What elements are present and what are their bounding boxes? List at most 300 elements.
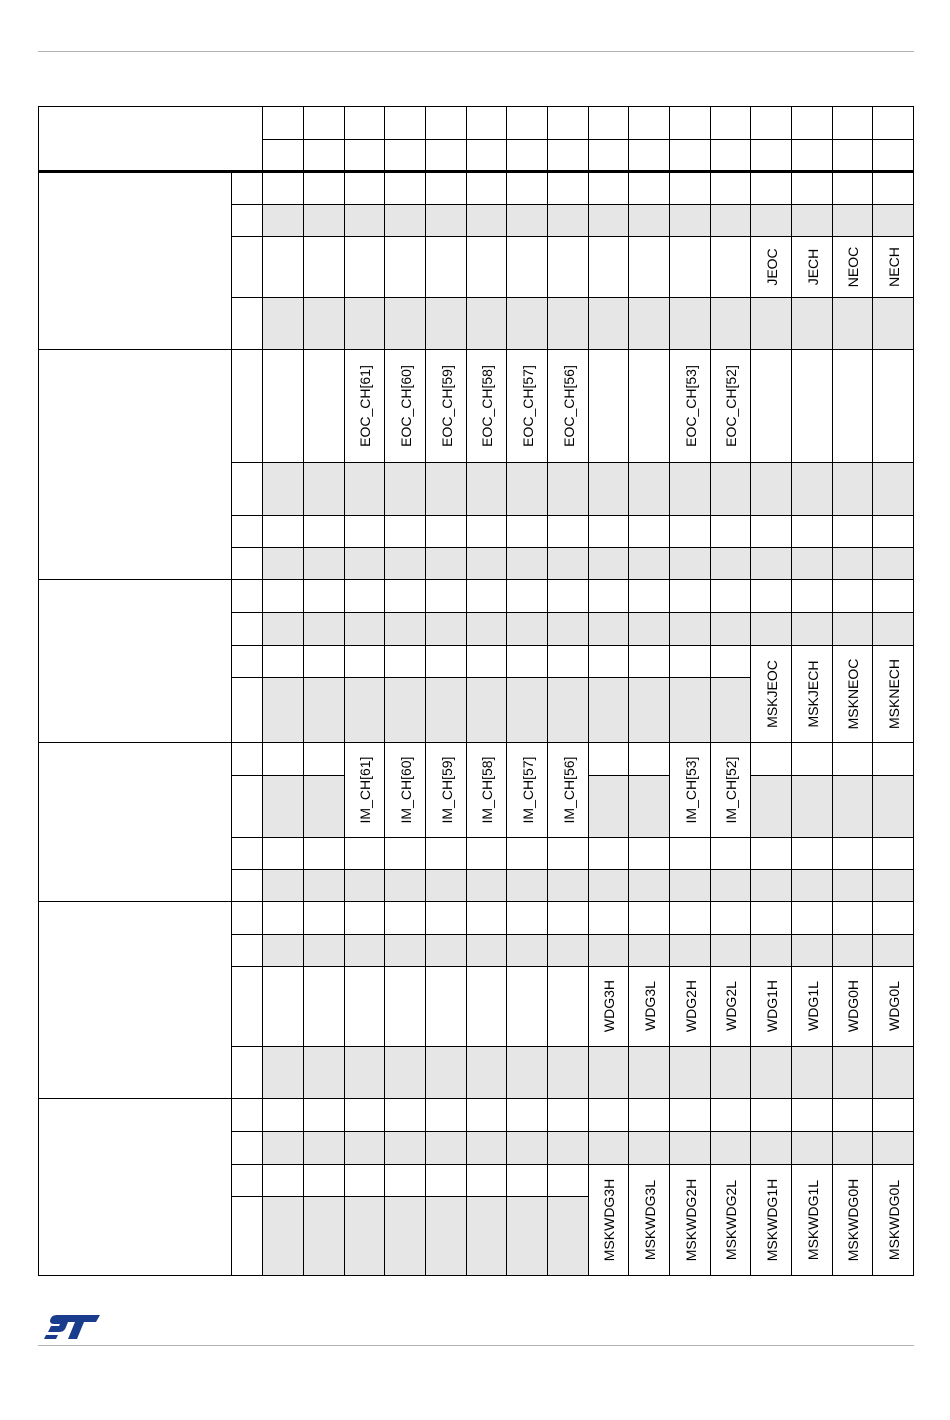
grid-line <box>303 515 345 516</box>
grid-line <box>466 297 507 298</box>
grid-line <box>303 837 345 838</box>
bit-field-label: NECH <box>885 246 902 287</box>
st-logo-icon <box>44 1313 102 1341</box>
bit-field-label: IM_CH[57] <box>519 756 536 823</box>
grid-line <box>872 742 873 901</box>
grid-line <box>628 1164 670 1165</box>
grid-line <box>588 837 629 838</box>
group-border <box>38 1098 914 1099</box>
grid-line <box>913 1098 914 1275</box>
bit-field-label: MSKWDG1H <box>763 1178 780 1261</box>
grid-line <box>466 1046 507 1047</box>
grid-line <box>303 349 304 579</box>
grid-line <box>506 1046 548 1047</box>
grid-line <box>384 677 426 678</box>
grid-line <box>425 171 426 349</box>
grid-line <box>303 1196 345 1197</box>
bit-field-label: EOC_CH[52] <box>723 364 739 447</box>
grid-line <box>506 204 548 205</box>
grid-line <box>262 547 304 548</box>
grid-line <box>710 1098 711 1275</box>
grid-line <box>384 901 385 1098</box>
grid-line <box>913 106 914 171</box>
grid-line <box>872 515 914 516</box>
grid-line <box>710 462 751 463</box>
grid-line <box>750 171 751 349</box>
grid-line <box>303 462 345 463</box>
bit-field-label: WDG2H <box>682 979 699 1033</box>
grid-line <box>588 462 629 463</box>
grid-line <box>303 236 345 237</box>
grid-line <box>466 1196 507 1197</box>
group-border <box>38 742 914 743</box>
grid-line <box>832 1046 873 1047</box>
grid-line <box>303 934 345 935</box>
grid-line <box>466 515 507 516</box>
group-border <box>38 579 914 580</box>
grid-line <box>303 547 345 548</box>
grid-line <box>384 171 385 349</box>
grid-line <box>466 547 507 548</box>
grid-line <box>832 462 873 463</box>
grid-line <box>669 966 711 967</box>
grid-line <box>506 349 507 579</box>
grid-line <box>547 1196 589 1197</box>
grid-line <box>710 297 751 298</box>
grid-line <box>425 869 467 870</box>
grid-line <box>588 204 629 205</box>
grid-line <box>588 775 629 776</box>
grid-line <box>628 1131 670 1132</box>
header-bottom-border <box>38 170 914 173</box>
grid-line <box>628 934 670 935</box>
grid-line <box>344 677 385 678</box>
grid-line <box>384 204 426 205</box>
grid-line <box>547 612 589 613</box>
grid-line <box>344 966 385 967</box>
grid-line <box>466 966 507 967</box>
grid-line <box>231 645 263 646</box>
grid-line <box>506 869 548 870</box>
grid-line <box>425 349 426 579</box>
grid-line <box>384 1098 385 1275</box>
grid-line <box>344 901 345 1098</box>
grid-line <box>506 297 548 298</box>
grid-line <box>710 1131 751 1132</box>
grid-line <box>628 106 629 171</box>
grid-line <box>791 1098 792 1275</box>
grid-line <box>588 236 629 237</box>
grid-line <box>303 204 345 205</box>
grid-line <box>872 579 873 742</box>
grid-line <box>262 349 263 579</box>
grid-line <box>425 1046 467 1047</box>
grid-line <box>872 1046 914 1047</box>
grid-line <box>628 579 629 742</box>
grid-line <box>628 677 670 678</box>
grid-line <box>466 677 507 678</box>
grid-line <box>872 775 914 776</box>
grid-line <box>231 515 263 516</box>
grid-line <box>791 547 833 548</box>
bit-field-label: IM_CH[61] <box>357 756 373 823</box>
grid-line <box>231 966 263 967</box>
grid-line <box>547 204 589 205</box>
grid-line <box>262 1196 304 1197</box>
grid-line <box>466 645 507 646</box>
grid-line <box>231 742 232 901</box>
grid-line <box>791 579 792 742</box>
grid-line <box>750 462 792 463</box>
grid-line <box>547 869 589 870</box>
grid-line <box>710 934 751 935</box>
grid-line <box>231 775 263 776</box>
grid-line <box>669 547 711 548</box>
grid-line <box>262 1131 304 1132</box>
grid-line <box>303 612 345 613</box>
grid-line <box>832 579 833 742</box>
bit-field-label: EOC_CH[60] <box>397 364 414 447</box>
group-border <box>38 1275 914 1276</box>
grid-line <box>832 236 873 237</box>
grid-line <box>344 612 385 613</box>
grid-line <box>750 966 792 967</box>
bit-field-label: IM_CH[53] <box>682 756 699 823</box>
grid-line <box>262 966 304 967</box>
grid-line <box>506 837 548 838</box>
grid-line <box>547 236 589 237</box>
grid-line <box>832 204 873 205</box>
grid-line <box>669 515 711 516</box>
grid-line <box>547 966 589 967</box>
grid-line <box>231 1046 263 1047</box>
grid-line <box>791 171 792 349</box>
grid-line <box>872 869 914 870</box>
bit-field-label: MSKWDG0H <box>845 1178 861 1261</box>
grid-line <box>628 349 629 579</box>
grid-line <box>669 579 670 742</box>
grid-line <box>588 171 589 349</box>
grid-line <box>832 966 873 967</box>
grid-line <box>750 106 751 171</box>
grid-line <box>547 579 548 742</box>
grid-line <box>506 1098 507 1275</box>
grid-line <box>262 645 304 646</box>
grid-line <box>872 837 914 838</box>
grid-line <box>628 515 670 516</box>
grid-line <box>506 1164 548 1165</box>
grid-line <box>231 837 263 838</box>
grid-line <box>750 1164 792 1165</box>
grid-line <box>628 837 670 838</box>
grid-line <box>466 869 507 870</box>
grid-line <box>262 462 304 463</box>
grid-line <box>425 1098 426 1275</box>
grid-line <box>466 579 467 742</box>
grid-line <box>710 869 751 870</box>
grid-line <box>628 612 670 613</box>
grid-line <box>669 901 670 1098</box>
grid-line <box>303 775 345 776</box>
grid-line <box>344 349 345 579</box>
grid-line <box>872 934 914 935</box>
grid-line <box>588 1098 589 1275</box>
grid-line <box>710 579 711 742</box>
grid-line <box>466 901 467 1098</box>
grid-line <box>344 515 385 516</box>
grid-line <box>231 612 263 613</box>
grid-line <box>303 579 304 742</box>
grid-line <box>832 1164 873 1165</box>
grid-line <box>872 1164 914 1165</box>
grid-line <box>791 837 833 838</box>
grid-line <box>466 171 467 349</box>
grid-line <box>832 515 873 516</box>
grid-line <box>425 462 467 463</box>
grid-line <box>384 106 385 171</box>
bit-field-label: MSKWDG2L <box>723 1179 739 1260</box>
grid-line <box>425 677 467 678</box>
grid-line <box>262 934 304 935</box>
bit-field-label: MSKNEOC <box>845 658 861 729</box>
grid-line <box>872 547 914 548</box>
grid-line <box>669 934 711 935</box>
grid-line <box>669 1098 670 1275</box>
grid-line <box>588 645 629 646</box>
grid-line <box>872 106 873 171</box>
grid-line <box>384 1164 426 1165</box>
grid-line <box>588 297 629 298</box>
grid-line <box>791 349 792 579</box>
grid-line <box>262 742 263 901</box>
grid-line <box>506 677 548 678</box>
grid-line <box>384 742 385 901</box>
grid-line <box>425 547 467 548</box>
grid-line <box>303 1098 304 1275</box>
grid-line <box>669 171 670 349</box>
bit-field-label: JEOC <box>763 247 780 286</box>
grid-line <box>231 204 263 205</box>
grid-line <box>384 934 426 935</box>
grid-line <box>628 966 670 967</box>
grid-line <box>832 1131 873 1132</box>
grid-line <box>669 837 711 838</box>
grid-line <box>710 171 711 349</box>
grid-line <box>750 837 792 838</box>
grid-line <box>669 236 711 237</box>
grid-line <box>628 1046 670 1047</box>
grid-line <box>872 901 873 1098</box>
grid-line <box>832 547 873 548</box>
grid-line <box>832 106 833 171</box>
grid-line <box>791 966 833 967</box>
grid-line <box>344 1098 345 1275</box>
grid-line <box>344 462 385 463</box>
grid-line <box>262 869 304 870</box>
grid-line <box>262 677 304 678</box>
grid-line <box>750 1046 792 1047</box>
grid-line <box>547 1046 589 1047</box>
grid-line <box>506 236 548 237</box>
grid-line <box>547 515 589 516</box>
grid-line <box>506 171 507 349</box>
grid-line <box>344 1196 385 1197</box>
grid-line <box>547 677 589 678</box>
grid-line <box>506 547 548 548</box>
grid-line <box>791 1131 833 1132</box>
grid-line <box>710 106 711 171</box>
grid-line <box>872 171 873 349</box>
grid-line <box>384 515 426 516</box>
grid-line <box>832 901 833 1098</box>
grid-line <box>506 515 548 516</box>
bit-field-label: IM_CH[58] <box>479 756 495 823</box>
grid-line <box>384 1131 426 1132</box>
bit-field-label: IM_CH[56] <box>560 756 577 823</box>
grid-line <box>669 349 670 579</box>
grid-line <box>506 645 548 646</box>
grid-line <box>425 837 467 838</box>
grid-line <box>384 966 426 967</box>
grid-line <box>231 579 232 742</box>
grid-line <box>466 742 467 901</box>
grid-line <box>547 349 548 579</box>
grid-line <box>872 349 873 579</box>
grid-line <box>913 171 914 349</box>
bit-field-label: WDG0H <box>845 979 861 1033</box>
group-border <box>38 349 914 350</box>
grid-line <box>710 1164 751 1165</box>
grid-line <box>588 579 589 742</box>
bit-field-label: MSKNECH <box>885 658 902 729</box>
grid-line <box>466 1131 507 1132</box>
bit-field-label: EOC_CH[53] <box>682 364 699 447</box>
grid-line <box>425 515 467 516</box>
grid-line <box>344 204 385 205</box>
grid-line <box>231 934 263 935</box>
grid-line <box>425 106 426 171</box>
grid-line <box>791 106 792 171</box>
grid-line <box>384 349 385 579</box>
grid-line <box>262 1046 304 1047</box>
grid-line <box>466 612 507 613</box>
grid-line <box>588 1164 629 1165</box>
grid-line <box>384 1046 426 1047</box>
grid-line <box>231 547 263 548</box>
grid-line <box>628 462 670 463</box>
grid-line <box>262 579 263 742</box>
grid-line <box>262 775 304 776</box>
grid-line <box>231 1131 263 1132</box>
grid-line <box>466 462 507 463</box>
grid-line <box>344 297 385 298</box>
grid-line <box>669 612 711 613</box>
grid-line <box>588 934 629 935</box>
grid-line <box>384 837 426 838</box>
grid-line <box>384 1196 426 1197</box>
grid-line <box>425 966 467 967</box>
grid-line <box>669 1131 711 1132</box>
grid-line <box>710 966 751 967</box>
bit-field-label: WDG1L <box>804 981 821 1031</box>
grid-line <box>303 171 304 349</box>
grid-line <box>750 901 751 1098</box>
grid-line <box>913 742 914 901</box>
grid-line <box>344 171 345 349</box>
grid-line <box>425 204 467 205</box>
grid-line <box>384 579 385 742</box>
grid-line <box>384 645 426 646</box>
bit-field-label: WDG3H <box>601 979 617 1033</box>
grid-line <box>466 106 467 171</box>
grid-line <box>547 1098 548 1275</box>
grid-line <box>547 297 589 298</box>
grid-line <box>588 901 589 1098</box>
grid-line <box>262 837 304 838</box>
bit-field-label: NEOC <box>845 246 861 287</box>
bit-field-label: WDG3L <box>641 981 658 1031</box>
grid-line <box>750 236 792 237</box>
grid-line <box>344 547 385 548</box>
grid-line <box>872 236 914 237</box>
grid-line <box>344 837 385 838</box>
grid-line <box>791 462 833 463</box>
grid-line <box>344 1046 385 1047</box>
grid-line <box>384 462 426 463</box>
grid-line <box>710 515 751 516</box>
grid-line <box>262 1164 304 1165</box>
grid-line <box>262 236 304 237</box>
grid-line <box>425 901 426 1098</box>
grid-line <box>791 645 833 646</box>
grid-line <box>669 1046 711 1047</box>
grid-line <box>628 901 629 1098</box>
grid-line <box>832 1098 833 1275</box>
grid-line <box>262 106 263 171</box>
table-left-border <box>38 106 39 1276</box>
grid-line <box>588 106 589 171</box>
bit-field-label: IM_CH[52] <box>723 756 739 823</box>
grid-line <box>872 1098 873 1275</box>
grid-line <box>344 1164 385 1165</box>
grid-line <box>466 204 507 205</box>
grid-line <box>425 1196 467 1197</box>
grid-line <box>547 1131 589 1132</box>
grid-line <box>791 775 833 776</box>
bit-field-label: IM_CH[59] <box>438 756 455 823</box>
grid-line <box>425 1164 467 1165</box>
grid-line <box>750 349 751 579</box>
grid-line <box>506 462 548 463</box>
grid-line <box>466 1164 507 1165</box>
grid-line <box>588 349 589 579</box>
grid-line <box>303 966 345 967</box>
bit-field-label: MSKWDG3L <box>641 1179 658 1260</box>
grid-line <box>231 1098 232 1275</box>
grid-line <box>466 349 467 579</box>
grid-line <box>384 236 426 237</box>
grid-line <box>506 934 548 935</box>
grid-line <box>710 612 751 613</box>
grid-line <box>547 462 589 463</box>
grid-line <box>791 236 833 237</box>
grid-line <box>791 1164 833 1165</box>
grid-line <box>628 204 670 205</box>
grid-line <box>466 236 507 237</box>
grid-line <box>231 901 232 1098</box>
grid-line <box>425 934 467 935</box>
grid-line <box>832 837 873 838</box>
